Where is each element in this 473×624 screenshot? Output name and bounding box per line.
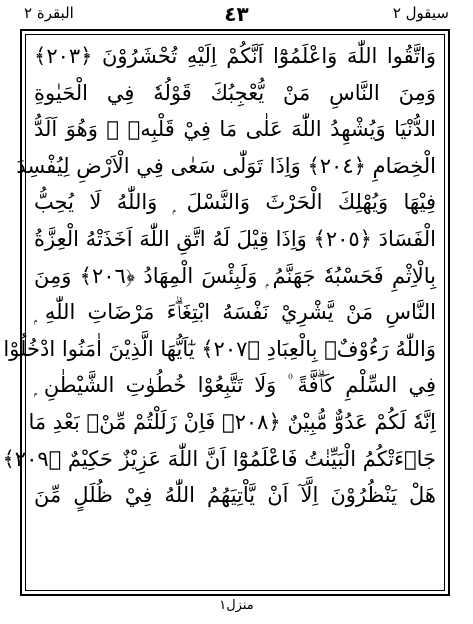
page-number: ٤٣: [224, 2, 249, 26]
text-line-6: الْفَسَادَ ﴿٢٠٥﴾ وَاِذَا قِيْلَ لَهُ اتَّقِ اللّٰهَ اَخَذَتْهُ الْعِزَّةُ: [34, 226, 436, 251]
text-line-12: جَاۗءَتْكُمُ الْبَيِّنٰتُ فَاعْلَمُوْٓا اَنَّ اللّٰهَ عَزِيْزٌ حَكِيْمٌ ﴿٢٠٩﴾: [2, 446, 436, 471]
text-line-13: هَلْ يَنْظُرُوْنَ اِلَّآ اَنْ يَّاْتِيَهُمُ اللّٰهُ فِيْ ظُلَلٍ مِّنَ: [34, 483, 436, 508]
manzil-label: منزل١: [219, 598, 254, 613]
text-line-3: الدُّنْيَا وَيُشْهِدُ اللّٰهَ عَلٰى مَا فِيْ قَلْبِهٖ ۙ وَهُوَ اَلَدُّ: [34, 117, 436, 142]
text-line-5: فِيْهَا وَيُهْلِكَ الْحَرْثَ وَالنَّسْلَ ۭ وَاللّٰهُ لَا يُحِبُّ: [34, 190, 436, 215]
text-block: [2, 38, 440, 588]
text-line-8: النَّاسِ مَنْ يَّشْرِيْ نَفْسَهُ ابْتِغَاۗءَ مَرْضَاتِ اللّٰهِ ۭ: [34, 300, 436, 325]
juz-title: سيقول ٢: [392, 4, 449, 22]
text-line-4: الْخِصَامِ ﴿٢٠٤﴾ وَاِذَا تَوَلّٰى سَعٰى فِي الْاَرْضِ لِيُفْسِدَ: [16, 153, 436, 178]
text-line-7: بِالْاِثْمِ فَحَسْبُهٗ جَهَنَّمُ ۭ وَلَبِئْسَ الْمِهَادُ ﴿٢٠٦﴾ وَمِنَ: [34, 263, 436, 288]
text-line-1: وَاتَّقُوا اللّٰهَ وَاعْلَمُوْٓا اَنَّكُمْ اِلَيْهِ تُحْشَرُوْنَ ﴿٢٠٣﴾: [34, 44, 436, 68]
page-header: [20, 2, 453, 28]
text-line-11: اِنَّهٗ لَكُمْ عَدُوٌّ مُّبِيْنٌ ﴿٢٠٨﴾ فَاِنْ زَلَلْتُمْ مِّنْۢ بَعْدِ مَا: [28, 409, 436, 434]
surah-title: البقرة ٢: [24, 4, 74, 22]
text-line-2: وَمِنَ النَّاسِ مَنْ يُّعْجِبُكَ قَوْلُهٗ فِي الْحَيٰوةِ: [34, 80, 436, 105]
text-line-9: وَاللّٰهُ رَءُوْفٌۢ بِالْعِبَادِ ﴿٢٠٧﴾ يٰٓاَيُّهَا الَّذِيْنَ اٰمَنُوا ادْخُلُوْا: [3, 336, 436, 361]
text-line-10: فِي السِّلْمِ كَاۗفَّةً ۠ وَلَا تَتَّبِعُوْا خُطُوٰتِ الشَّيْطٰنِ ۭ: [34, 373, 436, 398]
